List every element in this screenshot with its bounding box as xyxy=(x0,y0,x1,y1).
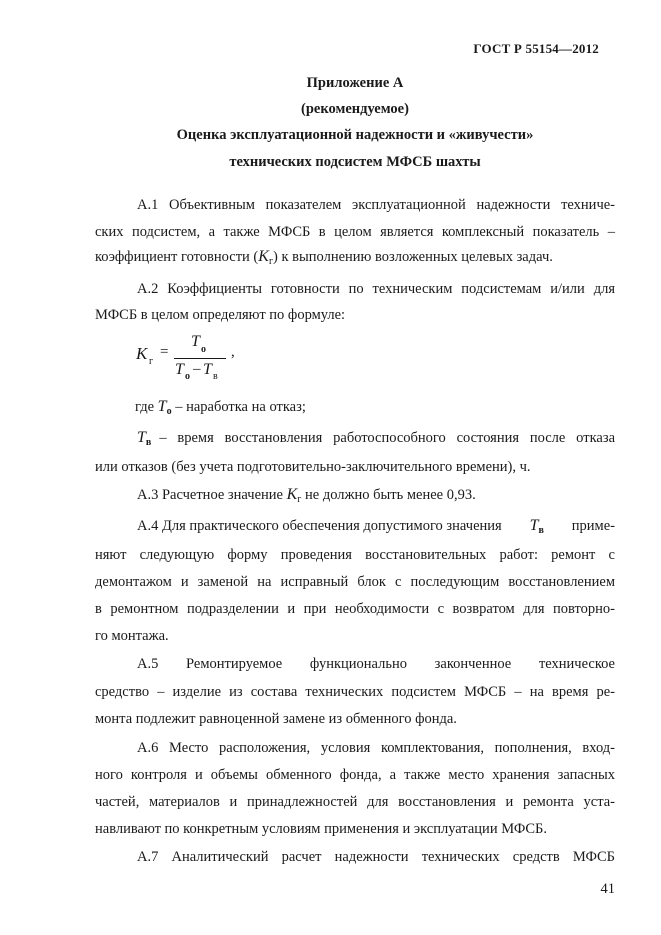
tv-text-1: – время восстановления работоспособного состояния после отказа xyxy=(159,430,615,446)
p4-text-a: А.4 Для практического обеспечения допустимого значения xyxy=(137,518,502,534)
appendix-heading-line-2: технических подсистем МФСБ шахты xyxy=(229,154,481,170)
p5-line-1: А.5 Ремонтируемое функционально законченное техническое xyxy=(137,656,615,672)
p6-line-3: частей, материалов и принадлежностей для восстановления и ремонта уста- xyxy=(95,794,615,810)
formula-numerator-t: T xyxy=(191,333,200,350)
appendix-status: (рекомендуемое) xyxy=(301,101,409,117)
p5-line-3: монта подлежит равноценной замене из обменного фонда. xyxy=(95,711,457,727)
p5-line-2: средство – изделие из состава технических подсистем МФСБ – на время ре- xyxy=(95,684,615,700)
p4-line-2: няют следующую форму проведения восстановительных работ: ремонт с xyxy=(95,547,615,563)
p4-line-3: демонтажом и заменой на исправный блок с последующим восстановлением xyxy=(95,574,615,590)
p1-line-3 xyxy=(95,248,615,271)
appendix-title: Приложение А xyxy=(306,75,404,91)
kg-subscript-2: г xyxy=(297,494,302,505)
formula-denominator-sub1: о xyxy=(185,371,190,382)
readiness-formula xyxy=(136,333,276,388)
kg-symbol-2: K xyxy=(286,486,298,503)
p1-line-1: А.1 Объективным показателем эксплуатационной надежности техниче- xyxy=(137,197,615,213)
p7-line-1: А.7 Аналитический расчет надежности технических средств МФСБ xyxy=(137,849,615,865)
p3-line xyxy=(137,486,615,509)
p4-line-4: в ремонтном подразделении и при необходимости с возвратом для повторно- xyxy=(95,601,615,617)
tv-line-1 xyxy=(137,429,615,452)
where-line xyxy=(95,398,615,421)
formula-denominator-t1: T xyxy=(175,361,184,378)
kg-subscript: г xyxy=(268,256,274,267)
p6-line-2: ного контроля и объемы обменного фонда, а также место хранения запасных xyxy=(95,767,615,783)
p4-line-5: го монтажа. xyxy=(95,628,169,644)
where-prefix: где xyxy=(135,399,155,415)
formula-trailing-comma: , xyxy=(231,344,235,360)
p6-line-4: навливают по конкретным условиям применения и эксплуатации МФСБ. xyxy=(95,821,547,837)
tv-line-2: или отказов (без учета подготовительно-заключительного времени), ч. xyxy=(95,459,531,475)
tv-symbol: T xyxy=(137,429,146,446)
appendix-heading-line-1: Оценка эксплуатационной надежности и «живучести» xyxy=(176,127,534,143)
tv-symbol-2: T xyxy=(529,517,539,534)
p3-text-a: А.3 Расчетное значение xyxy=(137,487,283,503)
p1-text-b: ) к выполнению возложенных целевых задач. xyxy=(273,249,553,265)
where-text: – наработка на отказ; xyxy=(175,399,306,415)
p2-line-1: А.2 Коэффициенты готовности по техническим подсистемам и/или для xyxy=(137,281,615,297)
p4-text-b: приме- xyxy=(571,518,615,534)
p6-line-1: А.6 Место расположения, условия комплектования, пополнения, вход- xyxy=(137,740,615,756)
p1-text-a: коэффициент готовности ( xyxy=(95,249,259,265)
formula-denominator-t2: T xyxy=(203,361,212,378)
formula-numerator-sub: о xyxy=(201,344,206,355)
p3-text-b: не должно быть менее 0,93. xyxy=(305,487,476,503)
p1-line-2: ских подсистем, а также МФСБ в целом является комплексный показатель – xyxy=(95,224,615,240)
tv-subscript: в xyxy=(145,437,152,448)
p4-line-1 xyxy=(137,517,615,540)
formula-lhs-sub: г xyxy=(149,356,154,367)
kg-symbol: K xyxy=(258,248,269,265)
tv-subscript-2: в xyxy=(538,525,544,536)
to-subscript: о xyxy=(166,406,172,417)
fraction-bar xyxy=(174,358,226,359)
p2-line-2: МФСБ в целом определяют по формуле: xyxy=(95,307,346,323)
formula-lhs: K xyxy=(136,344,148,363)
formula-equals: = xyxy=(160,344,169,360)
formula-denominator-op: – xyxy=(193,361,201,377)
standard-code: ГОСТ Р 55154—2012 xyxy=(473,41,599,56)
formula-denominator-sub2: в xyxy=(213,371,218,382)
to-symbol: T xyxy=(157,398,167,415)
page-number: 41 xyxy=(600,881,615,897)
